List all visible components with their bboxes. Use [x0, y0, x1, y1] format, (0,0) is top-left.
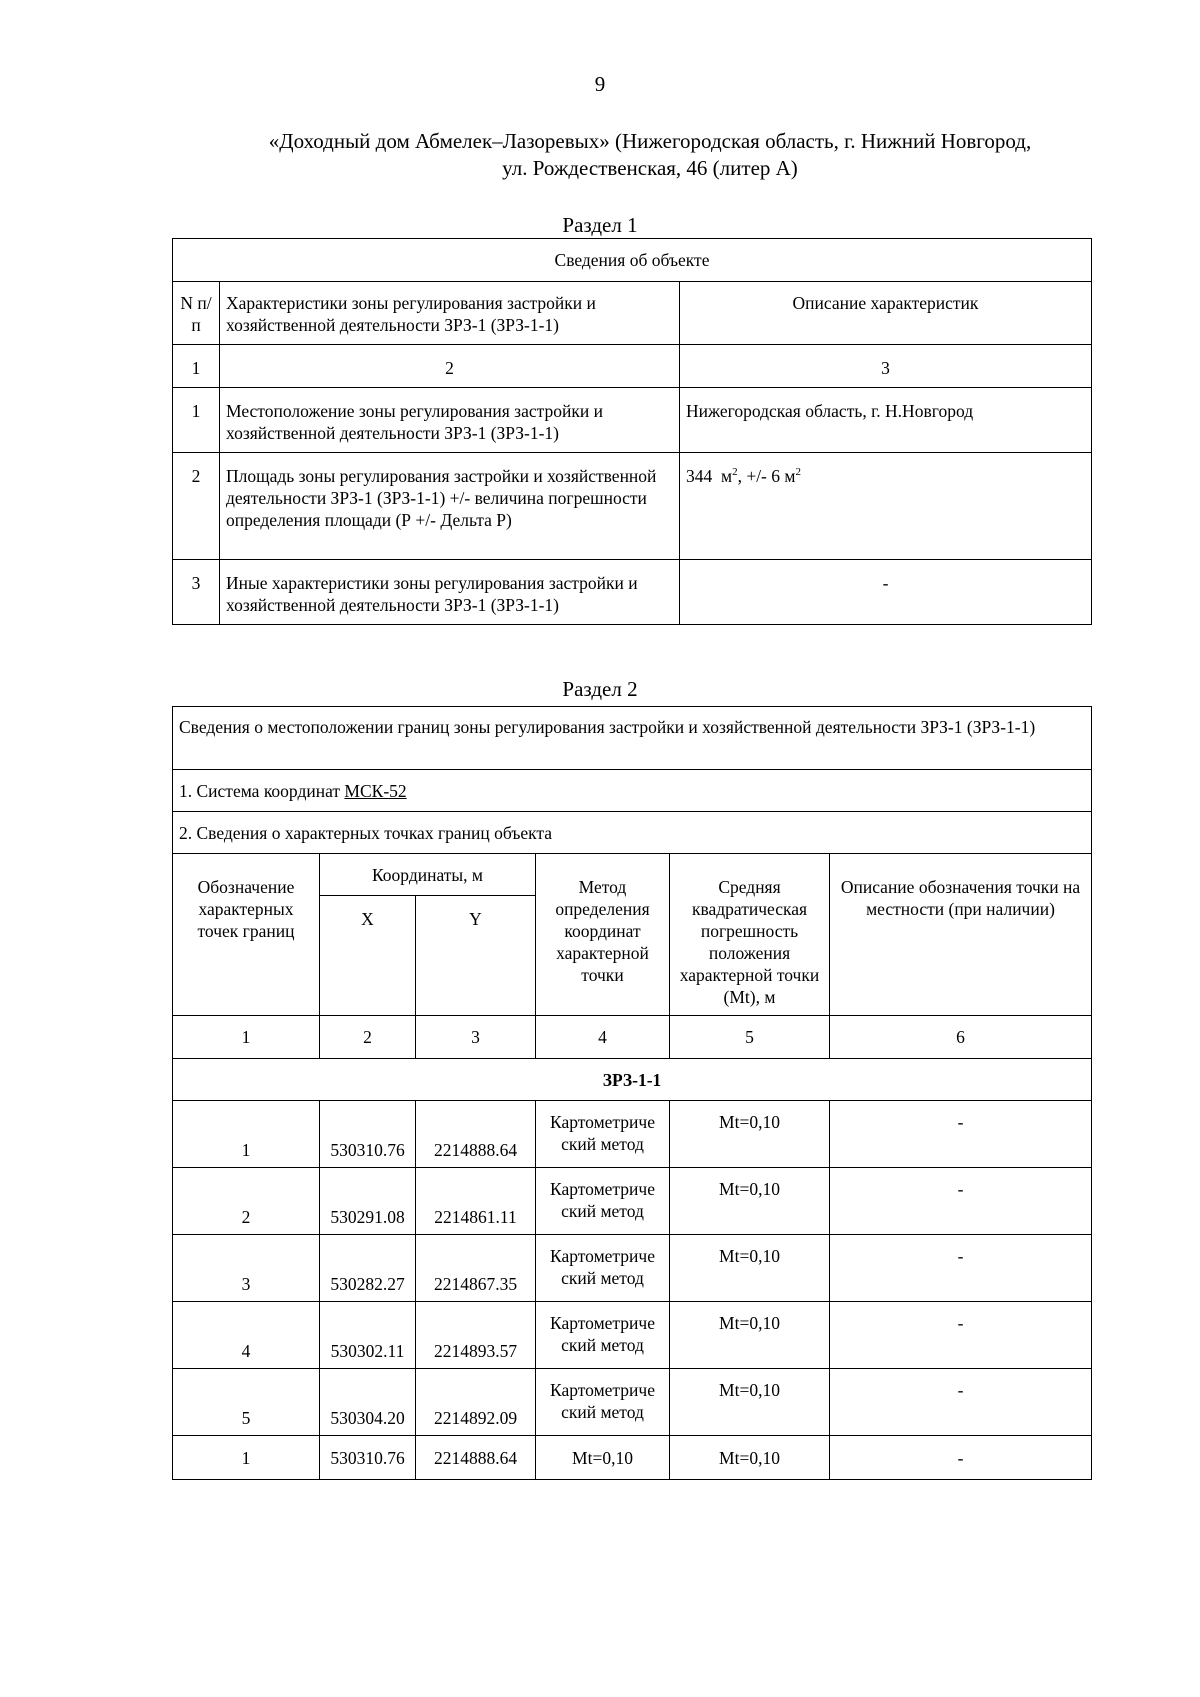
coordinate-system-name: МСК-52 [344, 780, 407, 801]
point-method: Картометриче ский метод [536, 1168, 670, 1235]
table-row [173, 1235, 1092, 1302]
row-number: 1 [173, 388, 220, 453]
column-header-method: Метод определения координат характерной точки [536, 854, 670, 1016]
point-method: Картометриче ский метод [536, 1101, 670, 1168]
page-number: 9 [594, 72, 606, 96]
point-method: Картометриче ский метод [536, 1369, 670, 1436]
point-description: - [830, 1436, 1092, 1480]
column-index: 6 [830, 1016, 1092, 1059]
column-index: 1 [173, 1016, 320, 1059]
section-2-heading: Раздел 2 [562, 677, 638, 701]
column-index: 2 [320, 1016, 416, 1059]
point-y: 2214888.64 [416, 1436, 536, 1480]
row-number: 2 [173, 453, 220, 560]
point-method: Картометриче ский метод [536, 1302, 670, 1369]
point-description: - [830, 1168, 1092, 1235]
column-index: 1 [173, 345, 220, 388]
column-index: 4 [536, 1016, 670, 1059]
unit-exponent: 2 [732, 466, 738, 479]
column-header-designation: Обозначение характерных точек границ [173, 854, 320, 1016]
point-error: Mt=0,10 [670, 1101, 830, 1168]
point-id: 2 [173, 1168, 320, 1235]
point-id: 3 [173, 1235, 320, 1302]
table-row [173, 388, 1092, 453]
table-row [173, 1436, 1092, 1480]
table-caption: Сведения о местоположении границ зоны регулирования застройки и хозяйственной деятельности ЗРЗ-1 (ЗРЗ-1-1) [173, 707, 1092, 770]
area-unit: м [721, 466, 733, 486]
characteristic-value [680, 453, 1092, 560]
column-index: 3 [416, 1016, 536, 1059]
column-index: 2 [220, 345, 680, 388]
table-row [173, 1369, 1092, 1436]
point-id: 1 [173, 1436, 320, 1480]
table-row [173, 1302, 1092, 1369]
point-description: - [830, 1302, 1092, 1369]
document-title [190, 128, 1110, 182]
column-header-number: N п/п [173, 282, 220, 345]
point-error: Mt=0,10 [670, 1168, 830, 1235]
boundary-points-table [172, 706, 1092, 1480]
point-error: Mt=0,10 [670, 1369, 830, 1436]
title-line-1: «Доходный дом Абмелек–Лазоревых» (Нижегородская область, г. Нижний Новгород, [268, 129, 1032, 153]
column-index: 5 [670, 1016, 830, 1059]
column-index: 3 [680, 345, 1092, 388]
characteristic-text: Местоположение зоны регулирования застройки и хозяйственной деятельности ЗРЗ-1 (ЗРЗ-1-1) [220, 388, 680, 453]
column-header-error: Средняя квадратическая погрешность положения характерной точки (Mt), м [670, 854, 830, 1016]
table-row [173, 1101, 1092, 1168]
table-row [173, 1168, 1092, 1235]
row-number: 3 [173, 560, 220, 625]
point-id: 5 [173, 1369, 320, 1436]
point-id: 1 [173, 1101, 320, 1168]
point-method: Картометриче ский метод [536, 1235, 670, 1302]
point-error: Mt=0,10 [670, 1302, 830, 1369]
table-row [173, 453, 1092, 560]
point-x: 530291.08 [320, 1168, 416, 1235]
point-y: 2214893.57 [416, 1302, 536, 1369]
point-description: - [830, 1235, 1092, 1302]
point-error: Mt=0,10 [670, 1235, 830, 1302]
column-header-x: X [320, 896, 416, 1016]
column-header-coordinates: Координаты, м [320, 854, 536, 896]
unit-exponent: 2 [795, 466, 801, 479]
point-description: - [830, 1101, 1092, 1168]
column-header-y: Y [416, 896, 536, 1016]
column-header-description: Описание обозначения точки на местности (при наличии) [830, 854, 1092, 1016]
title-line-2: ул. Рождественская, 46 (литер А) [502, 156, 798, 180]
points-caption: 2. Сведения о характерных точках границ объекта [173, 812, 1092, 854]
point-y: 2214867.35 [416, 1235, 536, 1302]
point-y: 2214861.11 [416, 1168, 536, 1235]
point-method: Mt=0,10 [536, 1436, 670, 1480]
point-x: 530304.20 [320, 1369, 416, 1436]
point-y: 2214888.64 [416, 1101, 536, 1168]
point-x: 530310.76 [320, 1436, 416, 1480]
column-header-characteristic: Характеристики зоны регулирования застройки и хозяйственной деятельности ЗРЗ-1 (ЗРЗ-1-1) [220, 282, 680, 345]
table-row [173, 560, 1092, 625]
area-tolerance: , +/- 6 м [737, 466, 796, 486]
object-info-table [172, 238, 1092, 625]
area-value: 344 [686, 466, 713, 486]
coordinate-system-row [173, 770, 1092, 812]
point-id: 4 [173, 1302, 320, 1369]
point-y: 2214892.09 [416, 1369, 536, 1436]
section-1-heading: Раздел 1 [562, 213, 638, 237]
point-x: 530302.11 [320, 1302, 416, 1369]
characteristic-text: Иные характеристики зоны регулирования застройки и хозяйственной деятельности ЗРЗ-1 (ЗРЗ-1-1) [220, 560, 680, 625]
point-x: 530282.27 [320, 1235, 416, 1302]
point-description: - [830, 1369, 1092, 1436]
column-header-description: Описание характеристик [680, 282, 1092, 345]
point-x: 530310.76 [320, 1101, 416, 1168]
characteristic-text: Площадь зоны регулирования застройки и хозяйственной деятельности ЗРЗ-1 (ЗРЗ-1-1) +/- величина погрешности определения площади (Р +/- Дельта Р) [220, 453, 680, 560]
table-caption: Сведения об объекте [173, 239, 1092, 282]
point-error: Mt=0,10 [670, 1436, 830, 1480]
characteristic-value: Нижегородская область, г. Н.Новгород [680, 388, 1092, 453]
zone-name: ЗРЗ-1-1 [173, 1059, 1092, 1101]
characteristic-value: - [680, 560, 1092, 625]
coordinate-system-label: 1. Система координат [179, 780, 345, 801]
